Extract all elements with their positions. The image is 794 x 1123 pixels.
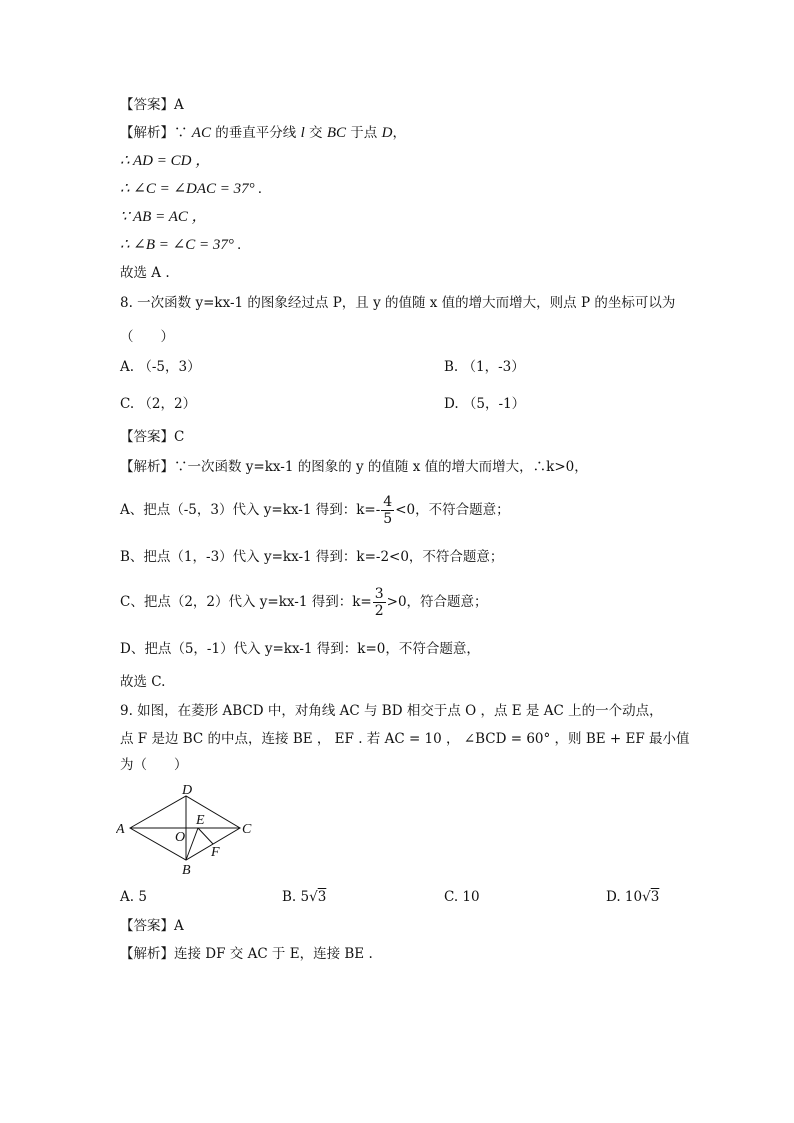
text-segment: 交 bbox=[304, 125, 327, 141]
label-d: D bbox=[182, 783, 193, 798]
label-c: C bbox=[242, 822, 252, 837]
q8-option-d: D. （5，-1） bbox=[444, 396, 526, 412]
q9-stem-line-3: 为（ ） bbox=[120, 757, 188, 773]
text-segment: ， bbox=[392, 125, 406, 141]
q8-case-a bbox=[120, 494, 510, 526]
q8-case-b: B、把点（1，-3）代入 y=kx-1 得到：k=-2<0，不符合题意； bbox=[120, 549, 504, 565]
q8-analysis: 【解析】∵一次函数 y=kx-1 的图象的 y 的值随 x 值的增大而增大，∴k>0， bbox=[120, 459, 588, 475]
segment-be bbox=[186, 828, 198, 860]
label-e: E bbox=[196, 813, 205, 828]
q9-option-a: A. 5 bbox=[120, 889, 147, 905]
q8-case-c bbox=[120, 586, 488, 618]
label-b: B bbox=[182, 863, 191, 874]
radicand: 3 bbox=[650, 889, 660, 905]
fraction-denominator: 2 bbox=[374, 603, 384, 619]
segment-ef bbox=[198, 828, 213, 844]
math-l: l bbox=[300, 125, 305, 141]
fraction-numerator: 3 bbox=[374, 586, 384, 602]
q7-conclusion: 故选 A . bbox=[120, 265, 170, 281]
math-d: D bbox=[381, 125, 393, 141]
q8-option-c: C. （2，2） bbox=[120, 396, 197, 412]
text-segment: <0，不符合题意； bbox=[395, 502, 510, 518]
q9-stem-line-2: 点 F 是边 BC 的中点，连接 BE ， EF . 若 AC = 10 ， ∠BCD = 60° ，则 BE + EF 最小值 bbox=[120, 731, 690, 747]
text-segment: C、把点（2，2）代入 y=kx-1 得到：k= bbox=[120, 594, 372, 610]
q8-conclusion: 故选 C. bbox=[120, 674, 166, 690]
q7-analysis-line-3: ∴ ∠C = ∠DAC = 37° . bbox=[120, 181, 263, 197]
text-segment: A、把点（-5，3）代入 y=kx-1 得到：k=- bbox=[120, 502, 381, 518]
radicand: 3 bbox=[317, 889, 327, 905]
math-bc: BC bbox=[326, 125, 346, 141]
analysis-label: 【解析】 bbox=[120, 125, 174, 141]
text-segment: B. 5 bbox=[282, 889, 310, 905]
q9-analysis: 【解析】连接 DF 交 AC 于 E，连接 BE . bbox=[120, 946, 373, 962]
q9-option-c: C. 10 bbox=[444, 889, 480, 905]
q8-answer: 【答案】C bbox=[120, 429, 185, 445]
q7-answer: 【答案】A bbox=[120, 97, 184, 113]
math-ac: AC bbox=[191, 125, 211, 141]
fraction bbox=[381, 495, 394, 526]
text-segment: D. 10 bbox=[606, 889, 643, 905]
q8-case-d: D、把点（5，-1）代入 y=kx-1 得到：k=0，不符合题意， bbox=[120, 641, 480, 657]
label-o: O bbox=[175, 830, 186, 845]
q8-option-b: B. （1，-3） bbox=[444, 359, 525, 375]
q7-analysis-line-2: ∴ AD = CD ， bbox=[120, 153, 211, 169]
text-segment: ∵ bbox=[174, 125, 192, 141]
fraction bbox=[373, 587, 386, 618]
text-segment: 的垂直平分线 bbox=[210, 125, 301, 141]
q8-option-a: A. （-5，3） bbox=[120, 359, 201, 375]
q8-answer-paren: （ ） bbox=[120, 329, 174, 345]
rhombus-figure bbox=[116, 782, 256, 874]
q9-answer: 【答案】A bbox=[120, 918, 184, 934]
text-segment: >0，符合题意； bbox=[386, 594, 488, 610]
q9-option-b: B. 5√3 bbox=[282, 889, 327, 905]
q7-analysis-line-5: ∴ ∠B = ∠C = 37° . bbox=[120, 237, 242, 253]
text-segment: 于点 bbox=[346, 125, 382, 141]
q9-stem-line-1: 9. 如图，在菱形 ABCD 中，对角线 AC 与 BD 相交于点 O ，点 E 是 AC 上的一个动点， bbox=[120, 703, 663, 719]
q9-option-d: D. 10√3 bbox=[606, 889, 660, 905]
q8-stem: 8. 一次函数 y=kx-1 的图象经过点 P，且 y 的值随 x 值的增大而增大，则点 P 的坐标可以为 bbox=[120, 295, 676, 311]
label-f: F bbox=[211, 845, 220, 860]
fraction-numerator: 4 bbox=[383, 494, 393, 510]
label-a: A bbox=[116, 822, 125, 837]
fraction-denominator: 5 bbox=[383, 511, 393, 527]
q7-analysis-line-1 bbox=[120, 123, 406, 143]
q7-analysis-line-4: ∵ AB = AC ， bbox=[120, 209, 207, 225]
